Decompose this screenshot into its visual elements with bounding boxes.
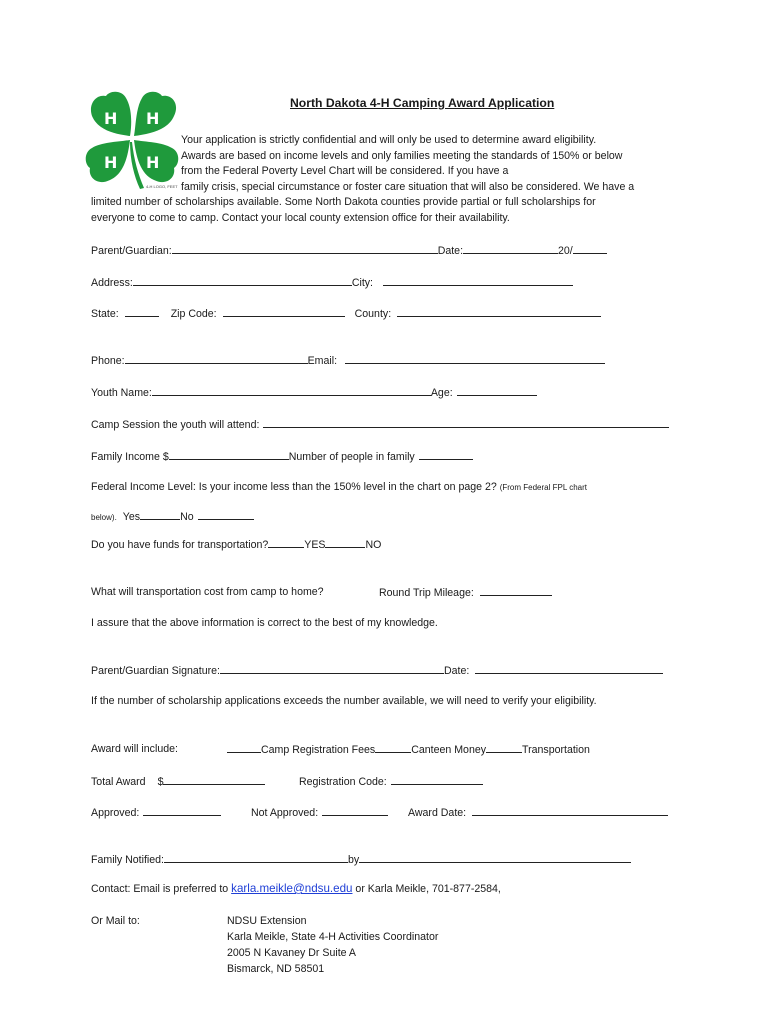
date-field[interactable] bbox=[463, 244, 558, 254]
signature-field[interactable] bbox=[220, 664, 444, 674]
zip-label: Zip Code: bbox=[170, 308, 217, 320]
phone-field[interactable] bbox=[125, 354, 308, 364]
camp-session-field[interactable] bbox=[263, 418, 669, 428]
round-trip-row bbox=[379, 586, 552, 599]
age-label: Age: bbox=[430, 387, 453, 399]
not-approved-label: Not Approved: bbox=[251, 807, 319, 819]
svg-text:H: H bbox=[104, 153, 118, 172]
state-row bbox=[91, 307, 601, 320]
logo-caption: 4-H LOGO, FEET bbox=[146, 184, 178, 189]
transport-no-field[interactable] bbox=[325, 538, 365, 548]
parent-guardian-label: Parent/Guardian: bbox=[91, 245, 172, 257]
year-field[interactable] bbox=[573, 244, 607, 254]
total-award-row bbox=[91, 775, 265, 788]
4-h-clover-icon bbox=[84, 90, 180, 190]
camp-fees-label: Camp Registration Fees bbox=[261, 744, 376, 756]
round-trip-field[interactable] bbox=[480, 586, 552, 596]
canteen-field[interactable] bbox=[375, 743, 411, 753]
yes-field[interactable] bbox=[140, 510, 180, 520]
people-in-family-field[interactable] bbox=[419, 450, 473, 460]
contact-row bbox=[91, 882, 501, 895]
award-include-row bbox=[227, 743, 590, 756]
total-award-label: Total Award bbox=[91, 776, 146, 788]
address-label: Address: bbox=[91, 277, 133, 289]
youth-name-label: Youth Name: bbox=[91, 387, 152, 399]
approved-field[interactable] bbox=[143, 806, 221, 816]
federal-level-label: Federal Income Level: Is your income less than the 150% level in the chart on page 2? bbox=[91, 481, 497, 493]
camp-fees-field[interactable] bbox=[227, 743, 261, 753]
state-label: State: bbox=[91, 308, 119, 320]
yes-label: Yes bbox=[122, 511, 141, 523]
youth-row bbox=[91, 386, 537, 399]
signature-label: Parent/Guardian Signature: bbox=[91, 665, 220, 677]
svg-text:H: H bbox=[146, 153, 160, 172]
no-field[interactable] bbox=[198, 510, 254, 520]
mail-address-line: Karla Meikle, State 4-H Activities Coordinator bbox=[227, 931, 439, 943]
no-caps-label: NO bbox=[365, 539, 382, 551]
email-field[interactable] bbox=[345, 354, 605, 364]
yes-caps-label: YES bbox=[304, 539, 326, 551]
svg-text:H: H bbox=[146, 109, 160, 128]
transportation-field[interactable] bbox=[486, 743, 522, 753]
family-notified-field[interactable] bbox=[164, 853, 348, 863]
sig-date-label: Date: bbox=[443, 665, 470, 677]
svg-text:H: H bbox=[104, 109, 118, 128]
mail-address-line: 2005 N Kavaney Dr Suite A bbox=[227, 947, 356, 959]
contact-prefix: Contact: Email is preferred to bbox=[91, 883, 229, 895]
family-income-label: Family Income $ bbox=[91, 451, 169, 463]
family-income-field[interactable] bbox=[169, 450, 289, 460]
award-include-label: Award will include: bbox=[91, 743, 178, 755]
address-field[interactable] bbox=[133, 276, 352, 286]
below-label: below). bbox=[91, 513, 117, 522]
page-title: North Dakota 4-H Camping Award Application bbox=[290, 96, 555, 110]
approved-row bbox=[91, 806, 221, 819]
not-approved-row bbox=[251, 806, 388, 819]
federal-note: (From Federal FPL chart bbox=[499, 483, 587, 492]
dollar-sign: $ bbox=[157, 776, 164, 788]
transportation-label: Transportation bbox=[522, 744, 590, 756]
camp-session-row bbox=[91, 418, 669, 431]
age-field[interactable] bbox=[457, 386, 537, 396]
by-label: by bbox=[348, 854, 360, 866]
youth-name-field[interactable] bbox=[152, 386, 431, 396]
family-notified-label: Family Notified: bbox=[91, 854, 164, 866]
zip-field[interactable] bbox=[223, 307, 345, 317]
intro-line: family crisis, special circumstance or foster care situation that will also be considered. We have a bbox=[181, 181, 635, 193]
not-approved-field[interactable] bbox=[322, 806, 388, 816]
mail-address-line: Bismarck, ND 58501 bbox=[227, 963, 325, 975]
transport-cost-row bbox=[91, 586, 324, 598]
intro-line: from the Federal Poverty Level Chart will be considered. If you have a bbox=[181, 165, 509, 177]
camp-session-label: Camp Session the youth will attend: bbox=[91, 419, 260, 431]
mail-to-label: Or Mail to: bbox=[91, 915, 140, 927]
registration-code-field[interactable] bbox=[391, 775, 483, 785]
contact-suffix: or Karla Meikle, 701-877-2584, bbox=[355, 883, 501, 895]
approved-label: Approved: bbox=[91, 807, 140, 819]
parent-guardian-field[interactable] bbox=[172, 244, 438, 254]
transport-cost-label: What will transportation cost from camp to home? bbox=[91, 586, 324, 598]
exceeds-text: If the number of scholarship applications exceeds the number available, we will need to verify your eligibility. bbox=[91, 695, 597, 707]
transport-funds-label: Do you have funds for transportation? bbox=[91, 539, 269, 551]
phone-row bbox=[91, 354, 605, 367]
family-notified-row bbox=[91, 853, 631, 866]
family-income-row bbox=[91, 450, 473, 463]
county-label: County: bbox=[354, 308, 392, 320]
parent-guardian-row bbox=[91, 244, 607, 257]
yes-no-row bbox=[91, 510, 254, 523]
email-label: Email: bbox=[307, 355, 338, 367]
canteen-label: Canteen Money bbox=[411, 744, 487, 756]
year-prefix: 20/ bbox=[558, 245, 573, 257]
county-field[interactable] bbox=[397, 307, 601, 317]
award-date-field[interactable] bbox=[472, 806, 668, 816]
signature-row bbox=[91, 664, 663, 677]
award-date-label: Award Date: bbox=[408, 807, 467, 819]
city-label: City: bbox=[351, 277, 373, 289]
registration-code-label: Registration Code: bbox=[299, 776, 387, 788]
federal-level-row bbox=[91, 481, 587, 493]
transport-yes-field[interactable] bbox=[268, 538, 304, 548]
award-date-row bbox=[408, 806, 668, 819]
assure-text: I assure that the above information is correct to the best of my knowledge. bbox=[91, 617, 438, 629]
by-field[interactable] bbox=[359, 853, 631, 863]
registration-code-row bbox=[299, 775, 483, 788]
intro-line: Awards are based on income levels and only families meeting the standards of 150% or below bbox=[181, 150, 623, 162]
address-row bbox=[91, 276, 573, 289]
date-label: Date: bbox=[437, 245, 464, 257]
contact-email-link[interactable]: karla.meikle@ndsu.edu bbox=[231, 882, 353, 895]
round-trip-label: Round Trip Mileage: bbox=[379, 587, 474, 599]
no-label: No bbox=[180, 511, 194, 523]
intro-line: everyone to come to camp. Contact your local county extension office for their availability. bbox=[91, 212, 510, 224]
mail-address-line: NDSU Extension bbox=[227, 915, 307, 927]
intro-line: Your application is strictly confidential and will only be used to determine award eligibility. bbox=[181, 134, 597, 146]
city-field[interactable] bbox=[383, 276, 573, 286]
transport-funds-row bbox=[91, 538, 381, 551]
sig-date-field[interactable] bbox=[475, 664, 663, 674]
people-in-family-label: Number of people in family bbox=[288, 451, 415, 463]
total-award-field[interactable] bbox=[163, 775, 265, 785]
phone-label: Phone: bbox=[91, 355, 125, 367]
state-field[interactable] bbox=[125, 307, 159, 317]
intro-line: limited number of scholarships available. Some North Dakota counties provide partial or full scholarships for bbox=[91, 196, 596, 208]
